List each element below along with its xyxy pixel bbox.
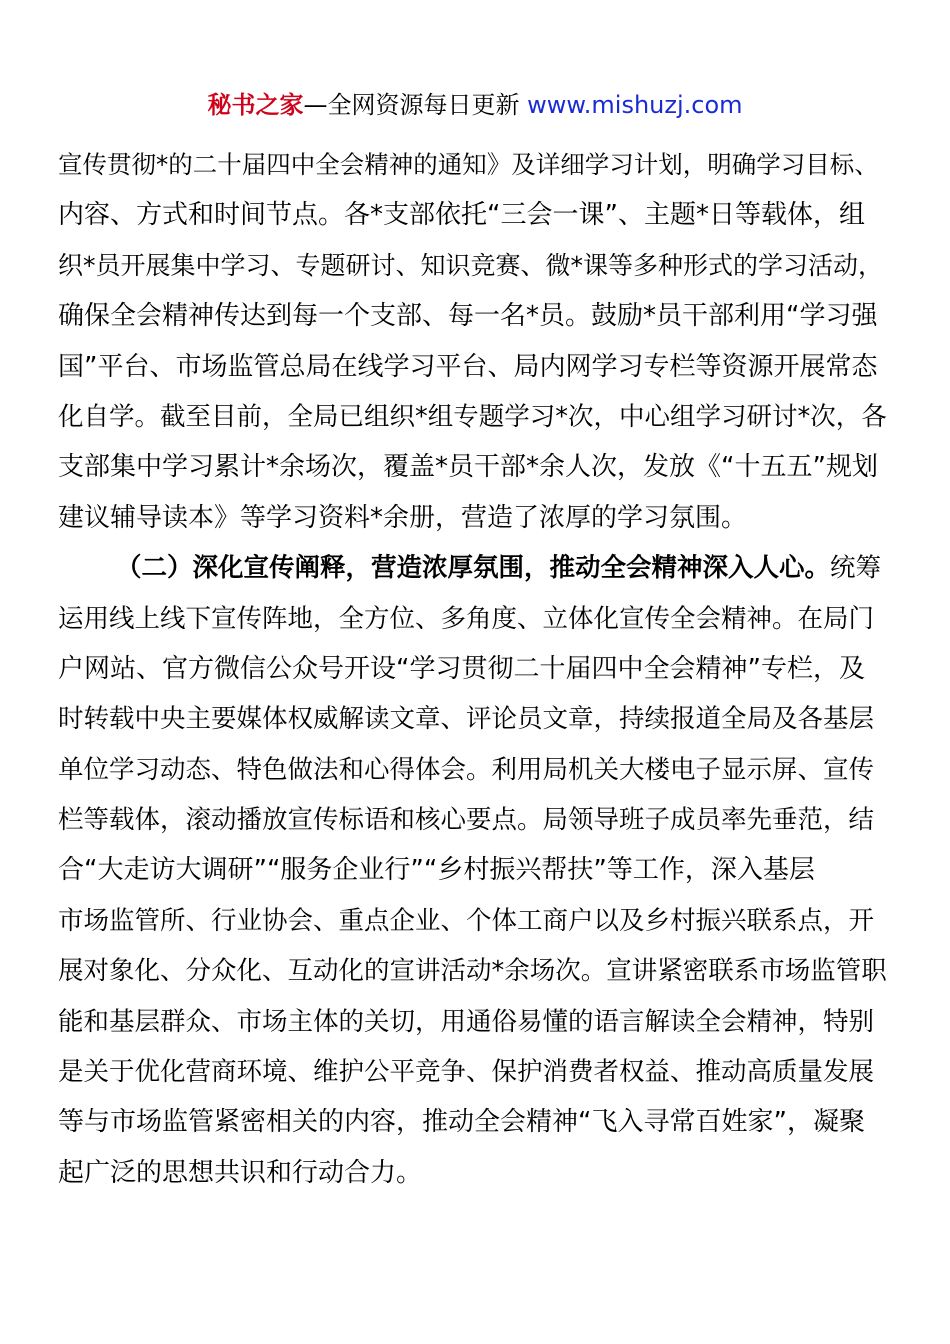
section-heading: （二）深化宣传阐释，营造浓厚氛围，推动全会精神深入人心。 [116, 553, 831, 584]
page-header [0, 88, 950, 122]
text-line: 等与市场监管紧密相关的内容，推动全会精神“飞入寻常百姓家”，凝聚 [58, 1107, 865, 1138]
text-line: 化自学。截至目前，全局已组织*组专题学习*次，中心组学习研讨*次，各 [58, 401, 887, 432]
text-line: 户网站、官方微信公众号开设“学习贯彻二十届四中全会精神”专栏，及 [58, 653, 865, 684]
text-line: 能和基层群众、市场主体的关切，用通俗易懂的语言解读全会精神，特别 [58, 1006, 875, 1037]
paragraph-1 [58, 140, 888, 543]
text-line: 展对象化、分众化、互动化的宣讲活动*余场次。宣讲紧密联系市场监管职 [58, 956, 887, 987]
text-line: 起广泛的思想共识和行动合力。 [58, 1157, 423, 1188]
text-line: 单位学习动态、特色做法和心得体会。利用局机关大楼电子显示屏、宣传 [58, 754, 875, 785]
website-link[interactable]: www.mishuzj.com [527, 91, 743, 119]
text-line: 支部集中学习累计*余场次，覆盖*员干部*余人次，发放《“十五五”规划 [58, 452, 878, 483]
text-line: 是关于优化营商环境、维护公平竞争、保护消费者权益、推动高质量发展 [58, 1057, 875, 1088]
text-line: 国”平台、市场监管总局在线学习平台、局内网学习专栏等资源开展常态 [58, 351, 878, 382]
section-heading-line [58, 543, 888, 593]
text-line: 织*员开展集中学习、专题研讨、知识竞赛、微*课等多种形式的学习活动， [58, 250, 884, 280]
header-tagline: —全网资源每日更新 [303, 91, 528, 119]
paragraph-2 [58, 543, 888, 1198]
brand-name: 秘书之家 [207, 91, 304, 119]
text-line: 内容、方式和时间节点。各*支部依托“三会一课”、主题*日等载体，组 [58, 200, 865, 231]
text-line: 宣传贯彻*的二十届四中全会精神的通知》及详细学习计划，明确学习目标、 [58, 150, 879, 179]
text-line: 市场监管所、行业协会、重点企业、个体工商户以及乡村振兴联系点，开 [58, 905, 875, 936]
text-line: 时转载中央主要媒体权威解读文章、评论员文章，持续报道全局及各基层 [58, 704, 875, 735]
text-line: 栏等载体，滚动播放宣传标语和核心要点。局领导班子成员率先垂范，结 [58, 805, 875, 836]
text-line: 合“大走访大调研”“服务企业行”“乡村振兴帮扶”等工作，深入基层 [58, 855, 815, 886]
text-line: 建议辅导读本》等学习资料*余册，营造了浓厚的学习氛围。 [58, 502, 748, 533]
document-body [58, 140, 888, 1198]
heading-line-tail: 统筹 [830, 553, 882, 584]
text-line: 运用线上线下宣传阵地，全方位、多角度、立体化宣传全会精神。在局门 [58, 603, 875, 634]
text-line: 确保全会精神传达到每一个支部、每一名*员。鼓励*员干部利用“学习强 [58, 301, 878, 332]
